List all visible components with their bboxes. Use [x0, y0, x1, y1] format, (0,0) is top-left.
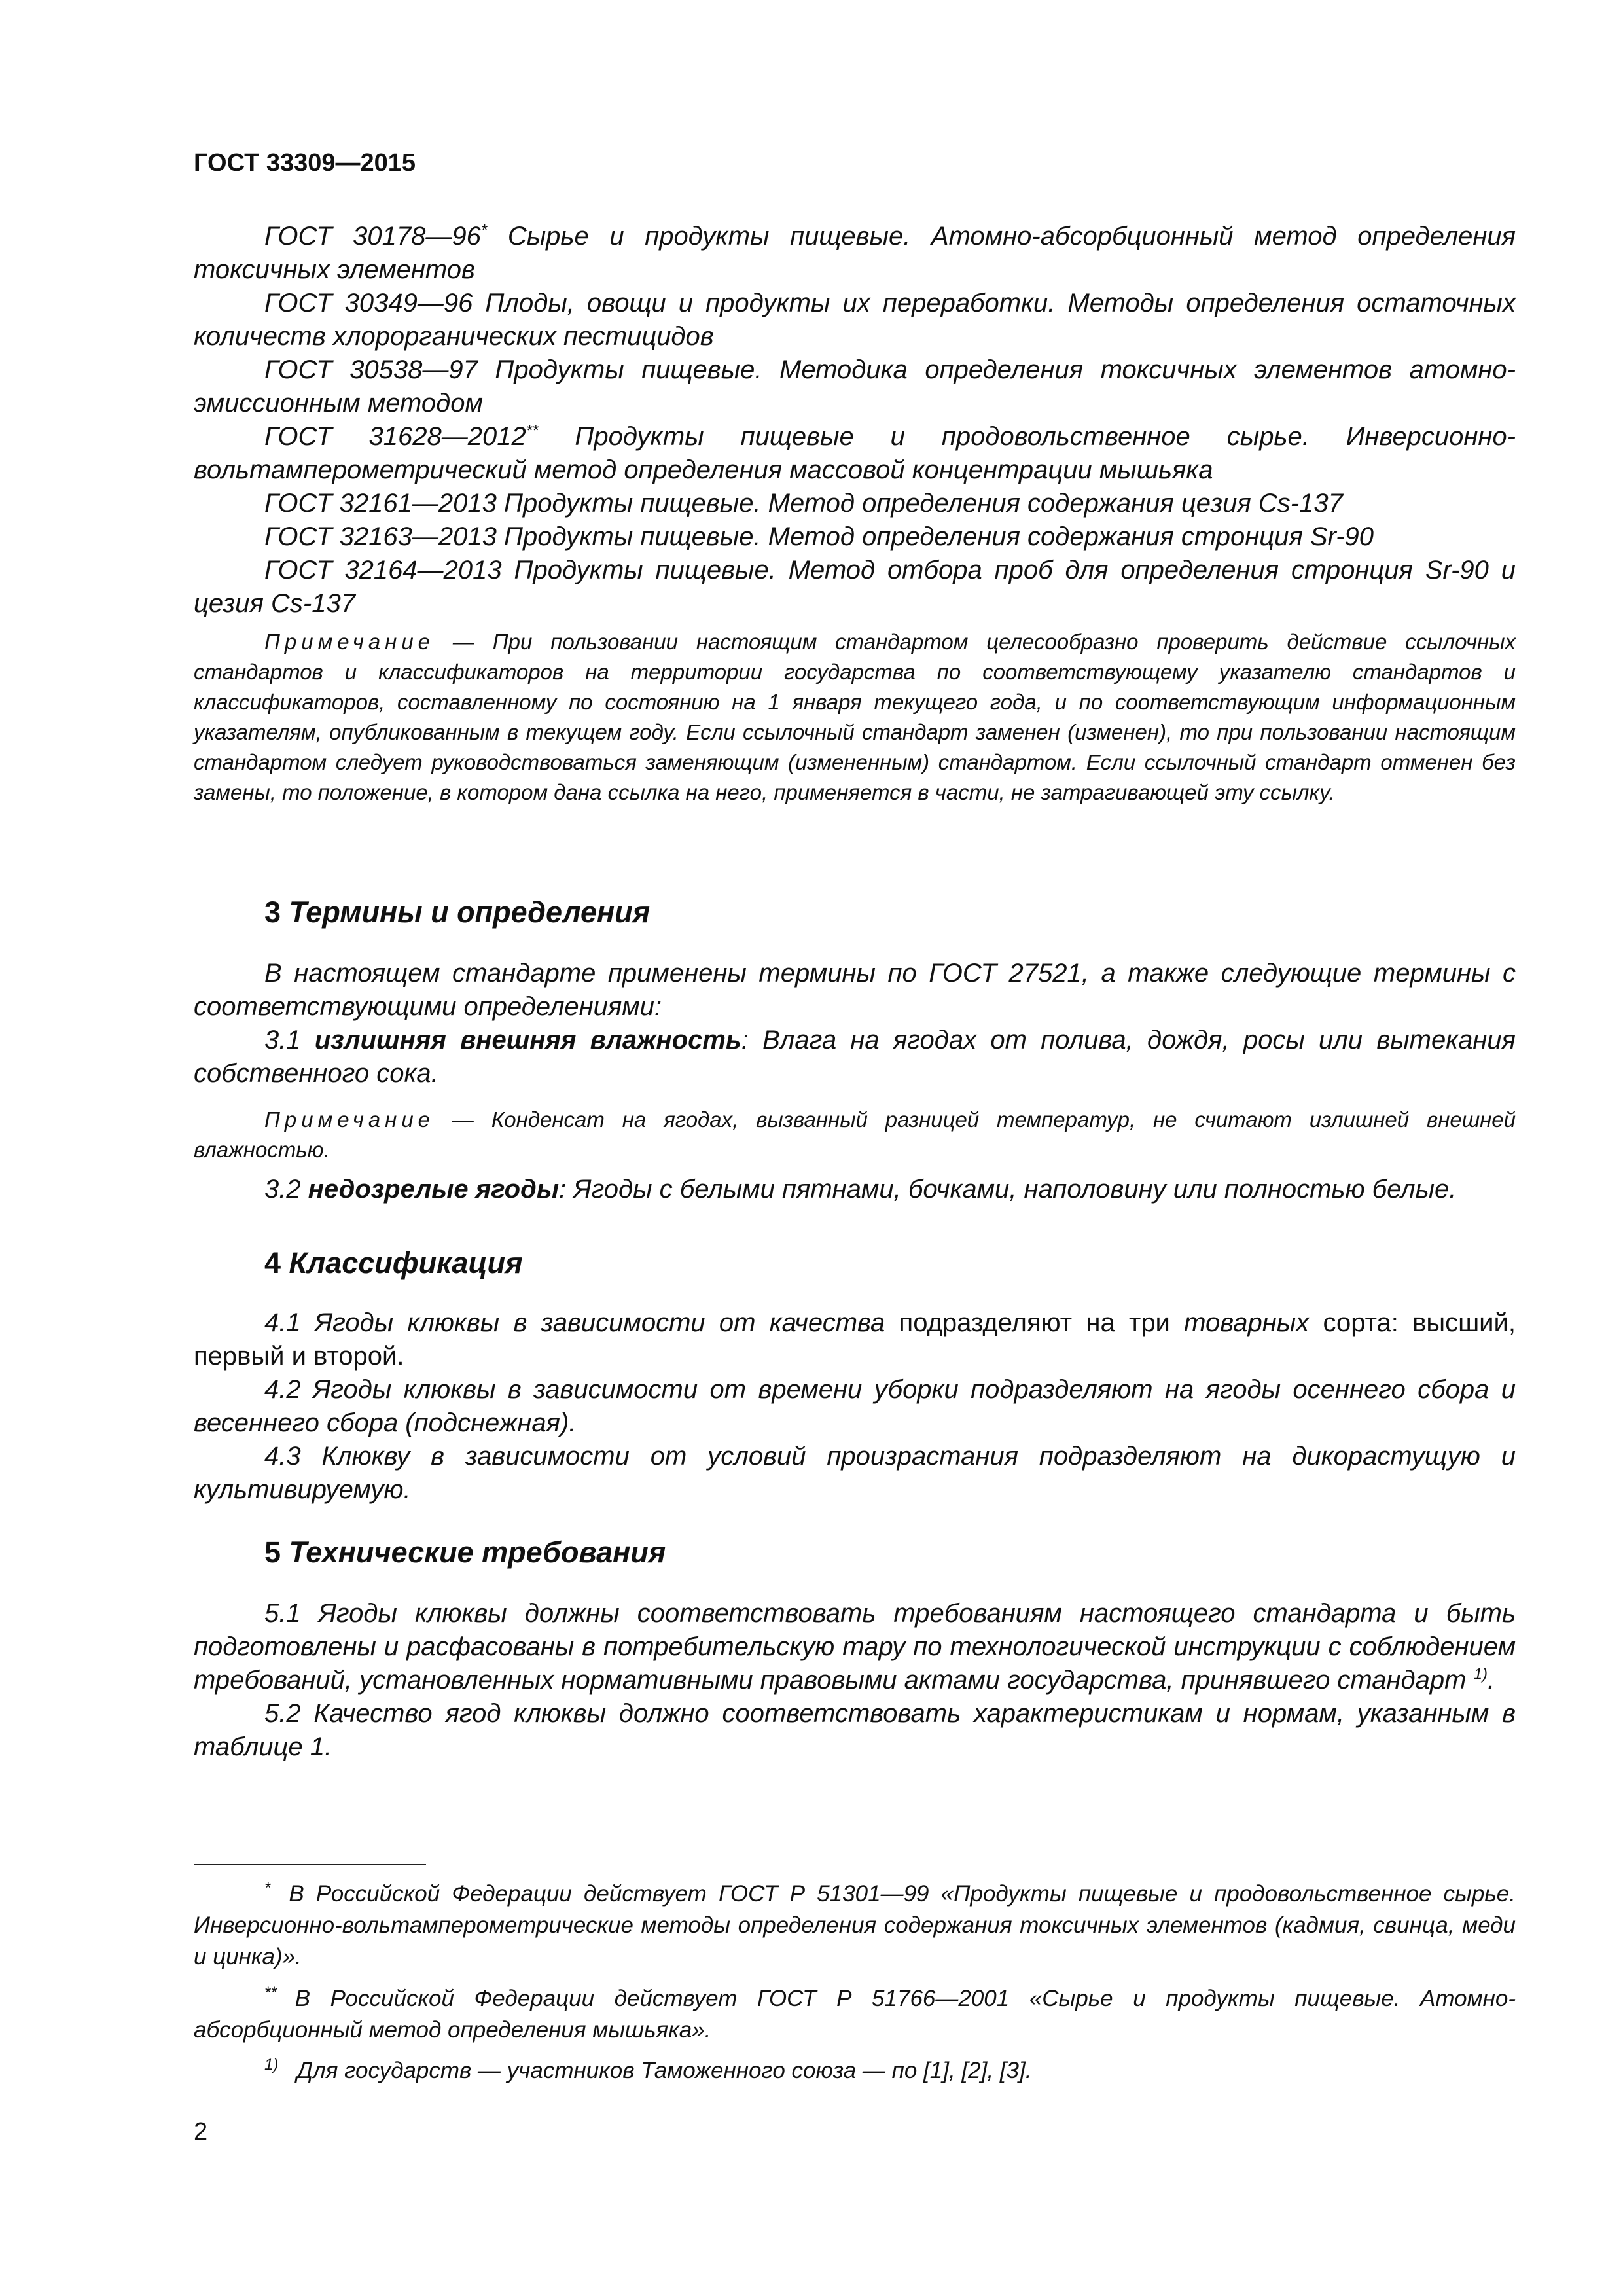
note-text: — При пользовании настоящим стандартом целесообразно проверить действие ссылочных стандартов и классификаторов на территории государства по соответствующему указателю стандартов и классификаторов, составленному по состоянию на 1 января текущего года, и по соответствующим информационным указателям, опубликованным в текущем году. Если ссылочный стандарт заменен (изменен), то при пользовании настоящим стандартом следует руководствоваться заменяющим (измененным) стандартом. Если ссылочный стандарт отменен без замены, то положение, в котором дана ссылка на него, применяется в части, не затрагивающей эту ссылку. — [194, 630, 1516, 804]
term-number: 3.2 — [264, 1175, 308, 1204]
reference-text: Продукты пищевые. Метод отбора проб для определения стронция Sr-90 и цезия Cs-137 — [194, 556, 1516, 618]
reference-text: Сырье и продукты пищевые. Атомно-абсорбционный метод определения токсичных элементов — [194, 222, 1516, 284]
clause-text: сорта: высший, первый и второй. — [194, 1308, 1516, 1371]
reference-text: Продукты пищевые и продовольственное сырье. Инверсионно-вольтамперометрический метод определения массовой концентрации мышьяка — [194, 422, 1516, 484]
section-5-heading — [194, 1535, 1516, 1570]
clause-text: . — [1487, 1666, 1495, 1695]
reference-text: Продукты пищевые. Метод определения содержания цезия Cs-137 — [496, 489, 1343, 518]
term-number: 3.1 — [264, 1026, 315, 1054]
section-3-body — [194, 957, 1516, 1090]
reference-code: ГОСТ 30178—96 — [264, 222, 481, 251]
note-text: — Конденсат на ягодах, вызванный разницей температур, не считают излишней внешней влажностью. — [194, 1107, 1516, 1162]
section-number: 5 — [264, 1535, 281, 1569]
footnote-mark: * — [480, 221, 488, 240]
document-header: ГОСТ 33309—2015 — [194, 149, 416, 177]
reference-code: ГОСТ 32164—2013 — [264, 556, 502, 584]
term-3-1 — [194, 1024, 1516, 1090]
footnote-1 — [194, 1878, 1516, 1973]
section-3-intro: В настоящем стандарте применены термины по ГОСТ 27521, а также следующие термины с соответствующими определениями: — [194, 959, 1516, 1021]
reference-item — [194, 287, 1516, 353]
note-condensate — [194, 1105, 1516, 1165]
clause-text: 4.1 Ягоды клюквы в зависимости от качества — [264, 1308, 885, 1337]
footnote-divider — [194, 1864, 426, 1865]
page-number: 2 — [194, 2118, 208, 2145]
section-title: Термины и определения — [281, 895, 651, 929]
footnote-mark: 1) — [1473, 1665, 1488, 1683]
note-label: Примечание — [264, 1107, 435, 1132]
term-definition: : Влага на ягодах от полива, дождя, росы или вытекания собственного сока. — [194, 1026, 1516, 1088]
reference-code: ГОСТ 30349—96 — [264, 289, 473, 317]
reference-item — [194, 420, 1516, 487]
clause-5-1 — [194, 1597, 1516, 1697]
footnote-mark: 1) — [264, 2056, 279, 2074]
clause-text: товарных — [1184, 1308, 1310, 1337]
reference-code: ГОСТ 30538—97 — [264, 355, 478, 384]
section-5-body — [194, 1597, 1516, 1764]
section-title: Технические требования — [281, 1535, 666, 1569]
footnote-text: Для государств — участников Таможенного союза — по [1], [2], [3]. — [296, 2058, 1032, 2083]
clause-5-2: 5.2 Качество ягод клюквы должно соответствовать характеристикам и нормам, указанным в таблице 1. — [194, 1699, 1516, 1761]
section-4-heading — [194, 1246, 1516, 1280]
reference-code: ГОСТ 32163—2013 — [264, 522, 497, 551]
term-definition: : Ягоды с белыми пятнами, бочками, наполовину или полностью белые. — [558, 1175, 1457, 1204]
clause-text: подразделяют на три — [885, 1308, 1185, 1337]
footnote-mark: ** — [264, 1984, 277, 2002]
footnote-text: В Российской Федерации действует ГОСТ Р 51301—99 «Продукты пищевые и продовольственное сырье. Инверсионно-вольтамперометрические методы определения содержания токсичных элементов (кадмия, свинца, меди и цинка)». — [194, 1881, 1516, 1969]
footnote-mark: ** — [526, 422, 539, 440]
section-number: 3 — [264, 895, 281, 929]
footnote-text: В Российской Федерации действует ГОСТ Р 51766—2001 «Сырье и продукты пищевые. Атомно-абсорбционный метод определения мышьяка». — [194, 1986, 1516, 2043]
section-title: Классификация — [281, 1246, 523, 1280]
references-list — [194, 220, 1516, 620]
clause-4-1 — [194, 1306, 1516, 1373]
clause-4-2: 4.2 Ягоды клюквы в зависимости от времени уборки подразделяют на ягоды осеннего сбора и весеннего сбора (подснежная). — [194, 1375, 1516, 1437]
reference-code: ГОСТ 31628—2012 — [264, 422, 526, 451]
footnote-mark: * — [264, 1879, 271, 1897]
reference-text: Плоды, овощи и продукты их переработки. Методы определения остаточных количеств хлорорганических пестицидов — [194, 289, 1516, 351]
footnote-2 — [194, 1983, 1516, 2046]
reference-item — [194, 487, 1516, 520]
note-label: Примечание — [264, 630, 435, 654]
reference-text: Продукты пищевые. Метод определения содержания стронция Sr-90 — [496, 522, 1374, 551]
clause-4-3: 4.3 Клюкву в зависимости от условий произрастания подразделяют на дикорастущую и культивируемую. — [194, 1442, 1516, 1504]
reference-item — [194, 353, 1516, 420]
note-references — [194, 627, 1516, 808]
term-name: недозрелые ягоды — [308, 1175, 559, 1204]
term-name: излишняя внешняя влажность — [314, 1026, 741, 1054]
term-3-2 — [194, 1173, 1516, 1206]
reference-item — [194, 520, 1516, 554]
section-4-body — [194, 1306, 1516, 1507]
footnote-3 — [194, 2055, 1516, 2087]
reference-text: Продукты пищевые. Методика определения токсичных элементов атомно-эмиссионным методом — [194, 355, 1516, 418]
section-3-heading — [194, 895, 1516, 929]
clause-text: 5.1 Ягоды клюквы должны соответствовать требованиям настоящего стандарта и быть подготовлены и расфасованы в потребительскую тару по технологической инструкции с соблюдением требований, установленных нормативными правовыми актами государства, принявшего стандарт — [194, 1599, 1516, 1695]
reference-item — [194, 554, 1516, 620]
reference-item — [194, 220, 1516, 287]
section-number: 4 — [264, 1246, 281, 1280]
reference-code: ГОСТ 32161—2013 — [264, 489, 497, 518]
